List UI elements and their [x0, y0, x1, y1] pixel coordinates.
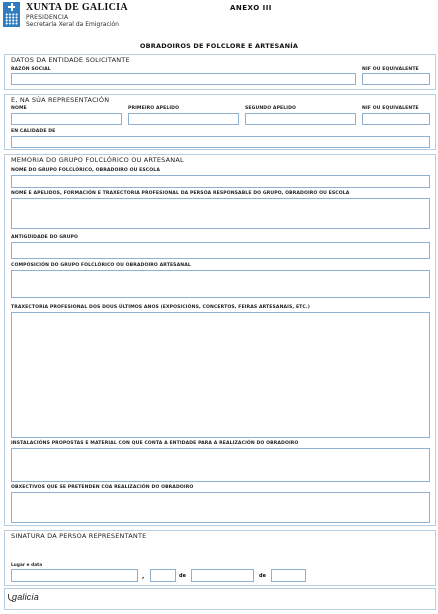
representative-section — [4, 94, 436, 150]
annex-label: ANEXO III — [230, 4, 272, 12]
responsible-label: NOME E APELIDOS, FORMACIÓN E TRAXECTORIA PROFESIONAL DA PERSOA RESPONSABLE DO GRUPO, OBRADOIRO OU ESCOLA — [11, 191, 350, 196]
first-surname-field[interactable] — [128, 113, 239, 125]
memory-section-title: MEMORIA DO GRUPO FOLCLÓRICO OU ARTESANAL — [11, 156, 184, 164]
second-surname-label: SEGUNDO APELIDO — [245, 106, 297, 111]
composition-field[interactable] — [11, 270, 430, 298]
chalices-pattern — [5, 13, 18, 25]
seniority-field[interactable] — [11, 242, 430, 259]
signature-section-title: SINATURA DA PERSOA REPRESENTANTE — [11, 532, 147, 540]
place-date-label: Lugar e data — [11, 562, 43, 567]
composition-label: COMPOSICIÓN DO GRUPO FOLCLÓRICO OU OBRADOIRO ARTESANAL — [11, 263, 191, 268]
objectives-field[interactable] — [11, 492, 430, 523]
company-name-label: RAZÓN SOCIAL — [11, 67, 51, 72]
brand-name: XUNTA DE GALICIA — [26, 2, 128, 13]
footer-box — [4, 588, 436, 610]
first-surname-label: PRIMEIRO APELIDO — [128, 106, 180, 111]
of-label-1: de — [179, 573, 186, 579]
department-name: PRESIDENCIA — [26, 14, 69, 21]
installations-field[interactable] — [11, 448, 430, 482]
applicant-section-title: DATOS DA ENTIDADE SOLICITANTE — [11, 56, 130, 64]
galicia-logo-text: galicia — [12, 592, 39, 602]
of-label-2: de — [259, 573, 266, 579]
second-surname-field[interactable] — [245, 113, 356, 125]
representative-nif-label: NIF OU EQUIVALENTE — [362, 106, 419, 111]
place-field[interactable] — [11, 569, 138, 582]
memory-section — [4, 154, 436, 526]
capacity-label: EN CALIDADE DE — [11, 129, 56, 134]
capacity-field[interactable] — [11, 136, 430, 148]
first-name-label: NOME — [11, 106, 27, 111]
installations-label: INSTALACIÓNS PROPOSTAS E MATERIAL CON QUE CONTA A ENTIDADE PARA A REALIZACIÓN DO OBRADOIRO — [11, 441, 299, 446]
group-name-label: NOME DO GRUPO FOLCLÓRICO, OBRADOIRO OU ESCOLA — [11, 168, 160, 173]
trajectory-field[interactable] — [11, 312, 430, 438]
signature-section — [4, 530, 436, 586]
applicant-section — [4, 54, 436, 90]
trajectory-label: TRAXECTORIA PROFESIONAL DOS DOUS ÚLTIMOS ANOS (EXPOSICIÓNS, CONCERTOS, FEIRAS ARTESANAIS, ETC.) — [11, 305, 310, 310]
comma-separator: , — [142, 573, 145, 580]
day-field[interactable] — [150, 569, 176, 582]
objectives-label: OBXECTIVOS QUE SE PRETENDEN COA REALIZACIÓN DO OBRADOIRO — [11, 485, 194, 490]
xunta-coat-of-arms-icon — [3, 2, 20, 27]
document-title: OBRADOIROS DE FOLCLORE E ARTESANÍA — [139, 42, 299, 50]
responsible-field[interactable] — [11, 198, 430, 229]
representative-section-title: E, NA SÚA REPRESENTACIÓN — [11, 96, 110, 104]
applicant-nif-label: NIF OU EQUIVALENTE — [362, 67, 419, 72]
applicant-nif-field[interactable] — [362, 73, 430, 85]
first-name-field[interactable] — [11, 113, 122, 125]
company-name-field[interactable] — [11, 73, 356, 85]
month-field[interactable] — [191, 569, 254, 582]
subdepartment-name: Secretaría Xeral da Emigración — [26, 21, 119, 28]
representative-nif-field[interactable] — [362, 113, 430, 125]
cross-vertical — [11, 3, 13, 11]
seniority-label: ANTIGÜIDADE DO GRUPO — [11, 235, 78, 240]
year-field[interactable] — [271, 569, 306, 582]
group-name-field[interactable] — [11, 175, 430, 188]
